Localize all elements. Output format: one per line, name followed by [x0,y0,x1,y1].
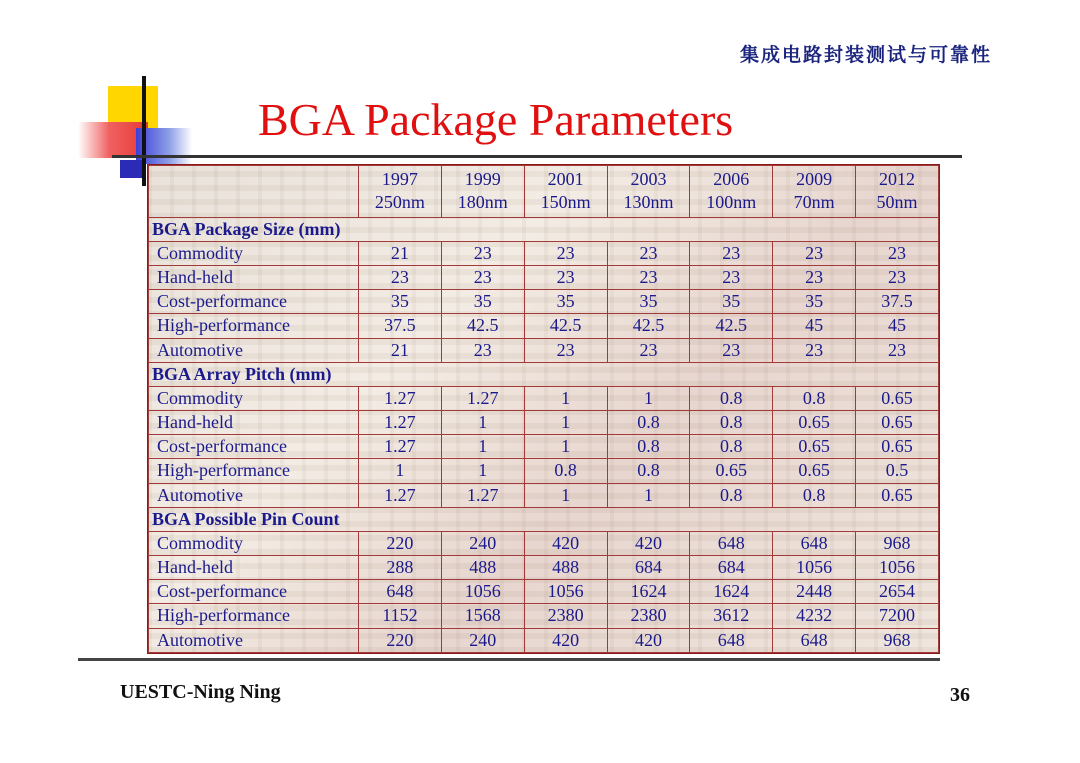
table-cell: 0.65 [690,459,773,483]
table-cell: 0.8 [607,459,690,483]
table-row [149,338,939,362]
table-cell: 1 [441,435,524,459]
table-cell: 35 [607,290,690,314]
footer-author: UESTC-Ning Ning [120,681,281,703]
table-cell: 1 [524,386,607,410]
table-cell: 2654 [856,580,939,604]
table-cell: 0.8 [607,411,690,435]
column-node: 70nm [793,192,835,213]
table-cell: 37.5 [856,290,939,314]
table-cell: 23 [690,241,773,265]
row-label: High-performance [149,314,359,338]
table-row [149,411,939,435]
table-row [149,314,939,338]
table-cell: 0.8 [690,435,773,459]
table-row [149,628,939,652]
table-cell: 42.5 [607,314,690,338]
table-cell: 0.65 [856,386,939,410]
table-cell: 42.5 [524,314,607,338]
table-cell: 648 [359,580,442,604]
table-cell: 1056 [773,556,856,580]
table-cell: 23 [773,241,856,265]
table-cell: 23 [773,338,856,362]
column-header [441,166,524,218]
table-row [149,266,939,290]
column-header [690,166,773,218]
column-header [607,166,690,218]
table-cell: 288 [359,556,442,580]
table-cell: 7200 [856,604,939,628]
row-label: Automotive [149,338,359,362]
column-node: 130nm [623,192,674,213]
table-cell: 1056 [524,580,607,604]
column-year: 2003 [630,169,667,190]
table-cell: 1.27 [359,411,442,435]
section-row [149,507,939,531]
row-label: Hand-held [149,411,359,435]
table-cell: 0.65 [856,483,939,507]
table-cell: 1 [524,435,607,459]
table-cell: 1 [607,483,690,507]
page-number: 36 [950,684,970,706]
table-cell: 220 [359,531,442,555]
table-cell: 0.65 [773,435,856,459]
table-corner-cell [149,166,359,218]
table-cell: 1152 [359,604,442,628]
title-divider-line [112,155,962,158]
table-cell: 23 [856,241,939,265]
table-cell: 23 [690,338,773,362]
column-year: 2006 [713,169,750,190]
table-cell: 1056 [856,556,939,580]
bga-parameters-table [147,164,940,654]
table-cell: 968 [856,628,939,652]
column-node: 100nm [706,192,757,213]
column-year: 1999 [464,169,501,190]
table-cell: 0.8 [773,386,856,410]
section-title: BGA Possible Pin Count [149,507,939,531]
column-node: 250nm [374,192,425,213]
table-cell: 1624 [690,580,773,604]
table-cell: 1.27 [441,386,524,410]
table-row [149,531,939,555]
table-cell: 23 [524,266,607,290]
table-row [149,435,939,459]
table-cell: 1 [359,459,442,483]
table-cell: 1 [524,483,607,507]
table-row [149,483,939,507]
table-cell: 240 [441,628,524,652]
table-cell: 684 [690,556,773,580]
table-cell: 23 [856,338,939,362]
table-cell: 1 [607,386,690,410]
parameters-table [148,165,939,653]
table-cell: 240 [441,531,524,555]
table-cell: 0.65 [773,459,856,483]
table-row [149,604,939,628]
table-cell: 2448 [773,580,856,604]
table-cell: 0.8 [690,386,773,410]
table-cell: 23 [441,241,524,265]
row-label: Automotive [149,628,359,652]
table-cell: 1568 [441,604,524,628]
table-cell: 35 [441,290,524,314]
course-header: 集成电路封装测试与可靠性 [739,44,992,66]
table-cell: 23 [607,266,690,290]
row-label: High-performance [149,459,359,483]
table-cell: 1.27 [441,483,524,507]
column-year: 2001 [547,169,584,190]
table-cell: 23 [524,338,607,362]
table-cell: 1.27 [359,435,442,459]
row-label: Hand-held [149,266,359,290]
row-label: Cost-performance [149,435,359,459]
row-label: Automotive [149,483,359,507]
table-cell: 1.27 [359,483,442,507]
column-header [856,166,939,218]
table-cell: 2380 [524,604,607,628]
slide-title: BGA Package Parameters [258,94,734,145]
table-cell: 23 [773,266,856,290]
row-label: Commodity [149,386,359,410]
column-header [773,166,856,218]
column-header [359,166,442,218]
table-cell: 648 [773,628,856,652]
table-cell: 0.65 [856,435,939,459]
table-cell: 0.65 [773,411,856,435]
table-cell: 0.8 [607,435,690,459]
table-cell: 420 [607,531,690,555]
decorative-vertical-line [142,76,146,186]
table-row [149,556,939,580]
table-cell: 45 [856,314,939,338]
table-cell: 42.5 [690,314,773,338]
table-cell: 35 [773,290,856,314]
table-row [149,241,939,265]
table-cell: 35 [359,290,442,314]
table-cell: 0.8 [690,411,773,435]
table-cell: 488 [524,556,607,580]
table-cell: 23 [690,266,773,290]
table-cell: 3612 [690,604,773,628]
table-cell: 0.8 [524,459,607,483]
table-cell: 21 [359,338,442,362]
column-year: 2009 [796,169,833,190]
section-row [149,217,939,241]
table-cell: 42.5 [441,314,524,338]
table-cell: 23 [441,266,524,290]
table-cell: 35 [690,290,773,314]
table-cell: 45 [773,314,856,338]
table-row [149,386,939,410]
column-year: 1997 [381,169,418,190]
table-cell: 648 [690,628,773,652]
row-label: Cost-performance [149,290,359,314]
table-cell: 420 [524,628,607,652]
section-row [149,362,939,386]
table-cell: 2380 [607,604,690,628]
column-node: 180nm [457,192,508,213]
table-row [149,290,939,314]
table-cell: 968 [856,531,939,555]
table-cell: 23 [524,241,607,265]
table-cell: 0.65 [856,411,939,435]
row-label: Cost-performance [149,580,359,604]
row-label: Hand-held [149,556,359,580]
table-cell: 648 [773,531,856,555]
table-cell: 23 [607,241,690,265]
section-title: BGA Package Size (mm) [149,217,939,241]
table-cell: 4232 [773,604,856,628]
table-cell: 23 [856,266,939,290]
table-row [149,459,939,483]
table-cell: 684 [607,556,690,580]
table-cell: 0.8 [690,483,773,507]
table-cell: 488 [441,556,524,580]
table-cell: 35 [524,290,607,314]
column-header [524,166,607,218]
table-row [149,580,939,604]
table-cell: 1624 [607,580,690,604]
table-cell: 23 [441,338,524,362]
table-cell: 1 [524,411,607,435]
row-label: Commodity [149,241,359,265]
table-cell: 37.5 [359,314,442,338]
row-label: High-performance [149,604,359,628]
table-cell: 23 [359,266,442,290]
table-cell: 420 [607,628,690,652]
column-node: 150nm [540,192,591,213]
column-node: 50nm [876,192,918,213]
footer-divider-line [78,658,940,661]
row-label: Commodity [149,531,359,555]
table-cell: 1 [441,459,524,483]
table-cell: 1056 [441,580,524,604]
table-header-row [149,166,939,218]
section-title: BGA Array Pitch (mm) [149,362,939,386]
table-cell: 21 [359,241,442,265]
table-cell: 0.5 [856,459,939,483]
table-cell: 648 [690,531,773,555]
table-cell: 23 [607,338,690,362]
table-cell: 1 [441,411,524,435]
table-cell: 0.8 [773,483,856,507]
table-cell: 220 [359,628,442,652]
table-cell: 1.27 [359,386,442,410]
table-cell: 420 [524,531,607,555]
column-year: 2012 [879,169,916,190]
